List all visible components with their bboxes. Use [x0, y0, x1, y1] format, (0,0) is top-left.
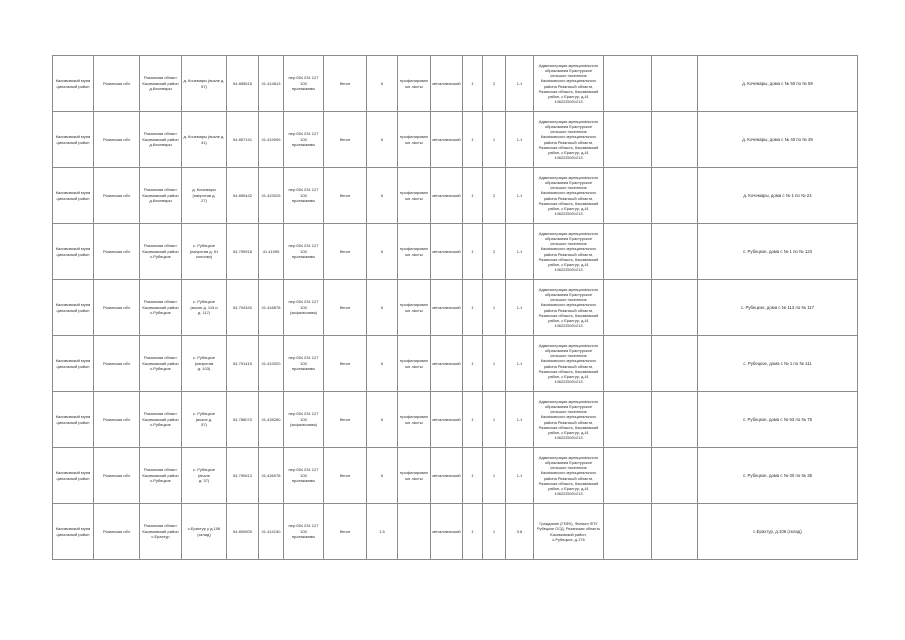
cell-longitude: 41.419320 — [259, 336, 284, 392]
cell-settlement: Рязанская област Касимовский район с.Рубецкое — [140, 280, 182, 336]
cell-surface: бетон — [324, 504, 367, 560]
cell-fence: профилирован ые листы — [398, 112, 431, 168]
cell-containers-planned: 2 — [483, 168, 506, 224]
cell-region: Рязанская обл — [94, 224, 140, 280]
cell-latitude: 54.855515 — [227, 56, 259, 112]
cell-fence: профилирован ые листы — [398, 280, 431, 336]
cell-longitude: 41.414150 — [259, 504, 284, 560]
cell-area: 6 — [367, 280, 398, 336]
cell-longitude: 41.423025 — [259, 168, 284, 224]
cell-settlement: Рязанская област Касимовский район с.Рубецкое — [140, 224, 182, 280]
cell-latitude: 54.859442 — [227, 168, 259, 224]
cell-owner: Администрация муниципального образования Ерахтурское сельское поселение Касимовского муниципального района Рязанской области, Рязанская область, Касимовский район, с.Ерахтур, д.41 1062225001213 — [534, 392, 604, 448]
cell-containers-planned: 1 — [483, 448, 506, 504]
cell-longitude: 41.419099 — [259, 112, 284, 168]
cell-sources: с. Рубецкое, дома с № 30 по № 35 — [698, 448, 858, 504]
cell-empty-cell — [652, 280, 698, 336]
cell-owner: Гражданин (ГКФХ), Филиал ЛПУ Рубецкое ОСД, Рязанская область Касимовский район, с.Рубецкое, д.176 — [534, 504, 604, 560]
cell-empty-cell — [652, 392, 698, 448]
cell-containers-count: 1 — [463, 448, 483, 504]
cell-longitude: 41.426078 — [259, 448, 284, 504]
cell-surface: бетон — [324, 112, 367, 168]
cell-site-location: с. Рубецкое (напротив д. 61 колонки) — [182, 224, 227, 280]
cell-sources: с. Рубецкое, дома с № 53 по № 75 — [698, 392, 858, 448]
cell-containers-planned: 1 — [483, 112, 506, 168]
cell-area: 6 — [367, 168, 398, 224]
cell-municipal-district: Касимовский муни ципальный район — [53, 448, 94, 504]
cell-container-material: металлический — [431, 448, 463, 504]
cell-containers-planned: 2 — [483, 56, 506, 112]
table-row — [53, 280, 858, 336]
cell-container-volume: 1.1 — [506, 112, 534, 168]
cell-latitude: 54.857141 — [227, 112, 259, 168]
cell-fence: профилирован ые листы — [398, 392, 431, 448]
cell-containers-planned: 1 — [483, 280, 506, 336]
register-table — [52, 55, 858, 560]
cell-road-access: пер.054 231 127 100 проезжаемы — [284, 448, 324, 504]
table-row — [53, 112, 858, 168]
cell-empty-cell — [604, 392, 652, 448]
cell-region: Рязанская обл — [94, 336, 140, 392]
cell-container-volume: 1.1 — [506, 392, 534, 448]
cell-settlement: Рязанская област Касимовский район д.Кочемары — [140, 56, 182, 112]
cell-latitude: 54.788070 — [227, 392, 259, 448]
cell-settlement: Рязанская област Касимовский район с.Рубецкое — [140, 336, 182, 392]
cell-owner: Администрация муниципального образования Ерахтурское сельское поселение Касимовского муниципального района Рязанской области, Рязанская область, Касимовский район, с.Ерахтур, д.41 1062225001213 — [534, 448, 604, 504]
cell-surface: бетон — [324, 336, 367, 392]
cell-area: 1.5 — [367, 504, 398, 560]
cell-settlement: Рязанская област Касимовский район с.Рубецкое — [140, 392, 182, 448]
cell-empty-cell — [604, 504, 652, 560]
cell-container-volume: 1.1 — [506, 448, 534, 504]
cell-containers-count: 1 — [463, 56, 483, 112]
cell-road-access: пер.054 231 127 100 проезжаемы — [284, 56, 324, 112]
cell-empty-cell — [604, 448, 652, 504]
cell-road-access: пер.054 231 127 100 проезжаемы — [284, 336, 324, 392]
cell-container-material: металлический — [431, 336, 463, 392]
cell-fence: профилирован ые листы — [398, 168, 431, 224]
cell-empty-cell — [604, 112, 652, 168]
cell-road-access: пер.054 231 127 100 (асфальтовая) — [284, 392, 324, 448]
table-row — [53, 224, 858, 280]
cell-containers-count: 1 — [463, 224, 483, 280]
cell-fence: профилирован ые листы — [398, 448, 431, 504]
cell-container-volume: 1.1 — [506, 224, 534, 280]
cell-containers-count: 1 — [463, 168, 483, 224]
cell-region: Рязанская обл — [94, 392, 140, 448]
table-row — [53, 504, 858, 560]
cell-region: Рязанская обл — [94, 448, 140, 504]
cell-settlement: Рязанская област Касимовский район с.Рубецкое — [140, 448, 182, 504]
cell-container-material: металлический — [431, 56, 463, 112]
cell-empty-cell — [652, 224, 698, 280]
cell-container-volume: 1.1 — [506, 168, 534, 224]
cell-municipal-district: Касимовский муни ципальный район — [53, 56, 94, 112]
cell-road-access: пер.054 231 127 100 проезжаемы — [284, 224, 324, 280]
cell-empty-cell — [652, 56, 698, 112]
cell-empty-cell — [604, 336, 652, 392]
cell-owner: Администрация муниципального образования Ерахтурское сельское поселение Касимовского муниципального района Рязанской области, Рязанская область, Касимовский район, с.Ерахтур, д.41 1062225001213 — [534, 56, 604, 112]
cell-surface: бетон — [324, 56, 367, 112]
cell-surface: бетон — [324, 448, 367, 504]
register-body — [53, 56, 858, 560]
cell-empty-cell — [604, 168, 652, 224]
cell-surface: бетон — [324, 392, 367, 448]
cell-region: Рязанская обл — [94, 168, 140, 224]
cell-latitude: 54.800500 — [227, 504, 259, 560]
cell-surface: бетон — [324, 224, 367, 280]
cell-road-access: пер.054 231 127 100 проезжаемы — [284, 112, 324, 168]
cell-longitude: 41.41995 — [259, 224, 284, 280]
cell-settlement: Рязанская област Касимовский район д.Кочемары — [140, 168, 182, 224]
cell-containers-planned: 1 — [483, 392, 506, 448]
cell-road-access: пер.054 231 127 100 (асфальтовая) — [284, 280, 324, 336]
cell-site-location: с. Рубецкое (возле д. 57) — [182, 392, 227, 448]
cell-empty-cell — [652, 448, 698, 504]
cell-containers-planned: 2 — [483, 224, 506, 280]
cell-container-material: металлический — [431, 504, 463, 560]
cell-owner: Администрация муниципального образования Ерахтурское сельское поселение Касимовского муниципального района Рязанской области, Рязанская область, Касимовский район, с.Ерахтур, д.41 1062225001213 — [534, 224, 604, 280]
cell-sources: д. Кочемары, дома с № 40 по № 49 — [698, 112, 858, 168]
cell-empty-cell — [652, 112, 698, 168]
cell-fence: профилирован ые листы — [398, 336, 431, 392]
cell-municipal-district: Касимовский муни ципальный район — [53, 504, 94, 560]
cell-longitude: 41.418878 — [259, 280, 284, 336]
cell-latitude: 54.790613 — [227, 448, 259, 504]
cell-site-location: с.Ерахтур у д.106 (склад) — [182, 504, 227, 560]
cell-municipal-district: Касимовский муни ципальный район — [53, 224, 94, 280]
cell-road-access: пер.054 231 127 100 проезжаемы — [284, 168, 324, 224]
cell-container-volume: 1.1 — [506, 336, 534, 392]
cell-empty-cell — [604, 224, 652, 280]
cell-owner: Администрация муниципального образования Ерахтурское сельское поселение Касимовского муниципального района Рязанской области, Рязанская область, Касимовский район, с.Ерахтур, д.41 1062225001213 — [534, 168, 604, 224]
cell-containers-count: 1 — [463, 392, 483, 448]
cell-sources: д. Кочемары, дома с № 50 по № 59 — [698, 56, 858, 112]
cell-fence: профилирован ые листы — [398, 224, 431, 280]
cell-longitude: 41.428260 — [259, 392, 284, 448]
cell-road-access: пер.054 231 127 100 проезжаемы — [284, 504, 324, 560]
cell-settlement: Рязанская област Касимовский район д.Кочемары — [140, 112, 182, 168]
cell-site-location: д. Кочемары (возле д. 57) — [182, 56, 227, 112]
cell-empty-cell — [652, 336, 698, 392]
cell-surface: бетон — [324, 280, 367, 336]
cell-container-volume: 1.1 — [506, 56, 534, 112]
cell-site-location: с. Рубецкое (возле д. 115 и д. 117) — [182, 280, 227, 336]
cell-container-material: металлический — [431, 392, 463, 448]
cell-area: 6 — [367, 112, 398, 168]
cell-containers-planned: 1 — [483, 504, 506, 560]
cell-municipal-district: Касимовский муни ципальный район — [53, 112, 94, 168]
cell-container-material: металлический — [431, 224, 463, 280]
cell-container-material: металлический — [431, 280, 463, 336]
cell-surface: бетон — [324, 168, 367, 224]
cell-sources: д. Кочемары, дома с № 1 по № 24 — [698, 168, 858, 224]
cell-area: 6 — [367, 56, 398, 112]
cell-region: Рязанская обл — [94, 112, 140, 168]
cell-sources: с.Ерахтур, д.106 (склад) — [698, 504, 858, 560]
cell-container-volume: 1.1 — [506, 280, 534, 336]
cell-longitude: 41.414813 — [259, 56, 284, 112]
cell-latitude: 54.795918 — [227, 224, 259, 280]
cell-containers-planned: 1 — [483, 336, 506, 392]
cell-municipal-district: Касимовский муни ципальный район — [53, 392, 94, 448]
cell-area: 6 — [367, 392, 398, 448]
cell-containers-count: 1 — [463, 280, 483, 336]
cell-fence — [398, 504, 431, 560]
cell-municipal-district: Касимовский муни ципальный район — [53, 336, 94, 392]
cell-owner: Администрация муниципального образования Ерахтурское сельское поселение Касимовского муниципального района Рязанской области, Рязанская область, Касимовский район, с.Ерахтур, д.41 1062225001213 — [534, 280, 604, 336]
cell-sources: с. Рубецкое, дома с № 1 по № 123 — [698, 224, 858, 280]
cell-empty-cell — [652, 168, 698, 224]
cell-site-location: д. Кочемары (напротив д. 27) — [182, 168, 227, 224]
cell-sources: с. Рубецкое, дома с № 1 по № 111 — [698, 336, 858, 392]
cell-area: 6 — [367, 336, 398, 392]
cell-site-location: д. Кочемары (возле д. 41) — [182, 112, 227, 168]
cell-empty-cell — [604, 280, 652, 336]
cell-fence: профилирован ые листы — [398, 56, 431, 112]
cell-municipal-district: Касимовский муни ципальный район — [53, 168, 94, 224]
cell-settlement: Рязанская област Касимовский район с.Ерахтур — [140, 504, 182, 560]
cell-containers-count: 1 — [463, 336, 483, 392]
cell-region: Рязанская обл — [94, 280, 140, 336]
cell-empty-cell — [604, 56, 652, 112]
cell-area: 6 — [367, 224, 398, 280]
table-row — [53, 168, 858, 224]
table-row — [53, 336, 858, 392]
table-row — [53, 448, 858, 504]
cell-latitude: 54.794340 — [227, 280, 259, 336]
cell-container-material: металлический — [431, 168, 463, 224]
cell-container-volume: 0.8 — [506, 504, 534, 560]
cell-site-location: с. Рубецкое (напротив д. 103) — [182, 336, 227, 392]
cell-region: Рязанская обл — [94, 56, 140, 112]
cell-containers-count: 1 — [463, 504, 483, 560]
cell-site-location: с. Рубецкое (возле д. 37) — [182, 448, 227, 504]
cell-municipal-district: Касимовский муни ципальный район — [53, 280, 94, 336]
cell-latitude: 54.791419 — [227, 336, 259, 392]
table-row — [53, 392, 858, 448]
cell-empty-cell — [652, 504, 698, 560]
cell-containers-count: 1 — [463, 112, 483, 168]
cell-area: 6 — [367, 448, 398, 504]
table-row — [53, 56, 858, 112]
cell-container-material: металлический — [431, 112, 463, 168]
cell-owner: Администрация муниципального образования Ерахтурское сельское поселение Касимовского муниципального района Рязанской области, Рязанская область, Касимовский район, с.Ерахтур, д.41 1062225001213 — [534, 112, 604, 168]
cell-region: Рязанская обл — [94, 504, 140, 560]
cell-sources: с. Рубецкое, дома с № 113 по № 117 — [698, 280, 858, 336]
cell-owner: Администрация муниципального образования Ерахтурское сельское поселение Касимовского муниципального района Рязанской области, Рязанская область, Касимовский район, с.Ерахтур, д.41 1062225001213 — [534, 336, 604, 392]
